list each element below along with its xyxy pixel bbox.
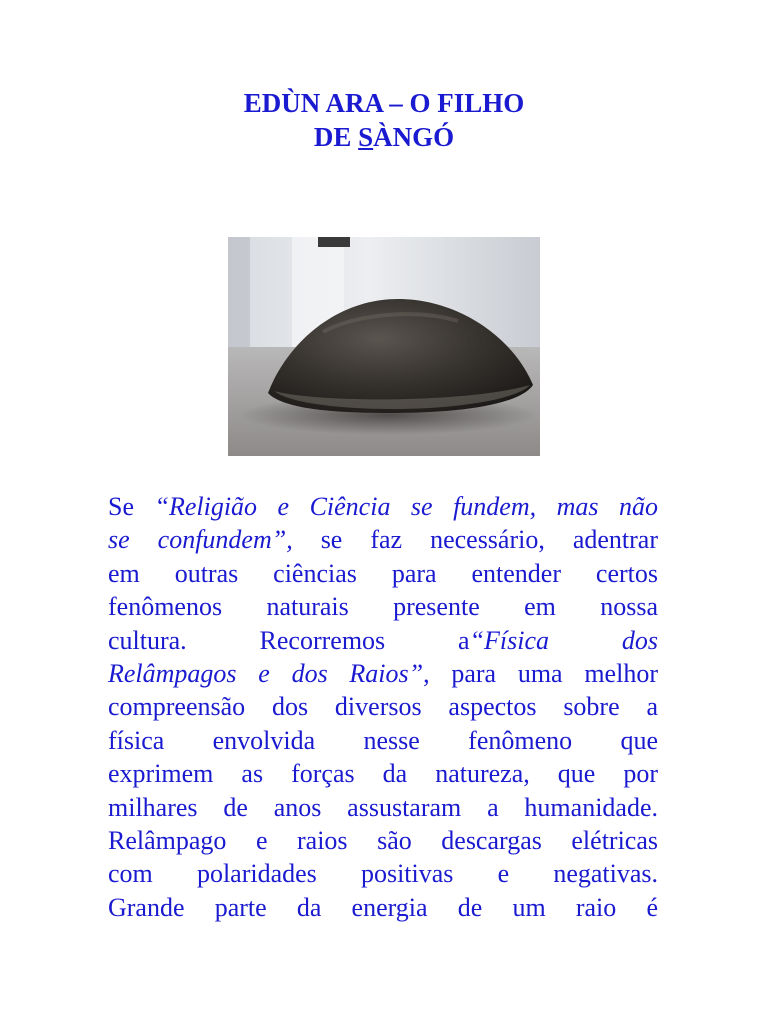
paragraph-line: [108, 523, 658, 556]
paragraph-line: [108, 757, 658, 790]
body-paragraph: [108, 490, 658, 924]
document-title: [0, 86, 768, 154]
body-text-segment: em outras ciências para entender certos: [108, 558, 658, 588]
body-text-segment: Grande parte da energia de um raio é: [108, 892, 658, 922]
title-underlined-letter: S: [358, 122, 374, 152]
title-line-2-suffix: ÀNGÓ: [373, 122, 455, 152]
paragraph-line: [108, 891, 658, 924]
body-text-segment: fenômenos naturais presente em nossa: [108, 592, 658, 622]
paragraph-line: [108, 557, 658, 590]
paragraph-line: [108, 657, 658, 690]
paragraph-line: [108, 624, 658, 657]
paragraph-line: [108, 791, 658, 824]
body-text-segment: física envolvida nesse fenômeno que: [108, 725, 658, 755]
body-text-segment: compreensão dos diversos aspectos sobre a: [108, 692, 658, 722]
body-text-segment: se faz necessário, adentrar: [292, 525, 659, 555]
body-text-segment: Se: [108, 492, 155, 521]
thunder-stone-photo: [228, 237, 540, 456]
title-line-2-prefix: DE: [313, 122, 359, 152]
title-line-2: [0, 120, 768, 154]
paragraph-line: [108, 724, 658, 757]
title-line-1: EDÙN ARA – O FILHO: [243, 88, 525, 118]
body-text-segment: , para uma melhor: [423, 658, 658, 688]
paragraph-line: [108, 690, 658, 723]
body-text-segment: milhares de anos assustaram a humanidade.: [108, 792, 658, 822]
quoted-text: “Religião e Ciência se fundem, mas não: [154, 492, 659, 521]
paragraph-line: [108, 824, 658, 857]
paragraph-line: [108, 857, 658, 890]
quoted-text: Relâmpagos e dos Raios”: [108, 658, 424, 688]
quoted-text: “Física dos: [469, 625, 658, 655]
body-text-segment: Relâmpago e raios são descargas elétricas: [108, 825, 658, 855]
body-text-segment: com polaridades positivas e negativas.: [108, 859, 658, 889]
paragraph-line: [108, 490, 658, 523]
body-text-segment: exprimem as forças da natureza, que por: [108, 759, 658, 789]
quoted-text: se confundem”,: [108, 525, 293, 555]
body-text-segment: cultura. Recorremos a: [108, 625, 470, 655]
paragraph-line: [108, 590, 658, 623]
